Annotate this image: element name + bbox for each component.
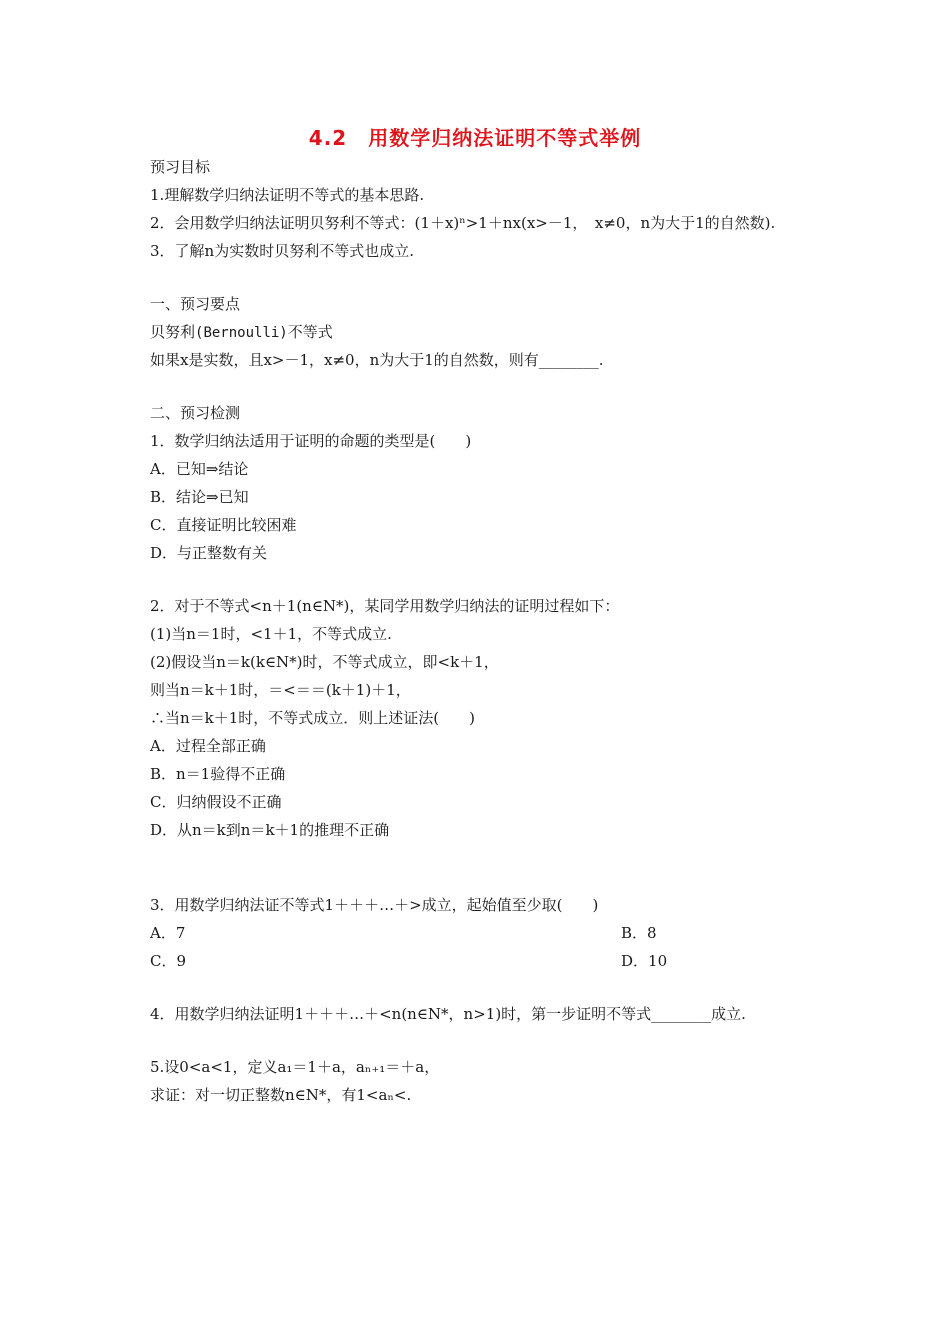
- bernoulli-topic-prefix: 贝努利: [150, 323, 196, 341]
- bernoulli-topic-name: (Bernoulli): [195, 325, 288, 341]
- bernoulli-topic-suffix: 不等式: [287, 323, 333, 341]
- q2-proof-line-1: (1)当n＝1时，<1＋1，不等式成立.: [150, 625, 392, 643]
- bernoulli-statement: 如果x是实数，且x>－1，x≠0，n为大于1的自然数，则有________.: [150, 351, 604, 369]
- preview-goals-heading: 预习目标: [150, 158, 211, 176]
- q3-option-c: C．9: [150, 952, 187, 970]
- q2-option-a: A．过程全部正确: [150, 737, 266, 755]
- goal-item-1: 1.理解数学归纳法证明不等式的基本思路.: [150, 186, 425, 204]
- q2-proof-line-3: 则当n＝k＋1时，＝<＝＝(k＋1)＋1，: [150, 681, 411, 699]
- section1-heading: 一、预习要点: [150, 295, 241, 313]
- page-title: 4.2 用数学归纳法证明不等式举例: [308, 126, 642, 150]
- q5-line-1: 5.设0<a<1，定义a₁＝1＋a，aₙ₊₁＝＋a，: [150, 1058, 440, 1076]
- q2-proof-line-4: ∴当n＝k＋1时，不等式成立．则上述证法( ): [150, 709, 475, 727]
- q3-stem: 3．用数学归纳法证不等式1＋＋＋…＋>成立，起始值至少取( ): [150, 896, 599, 914]
- q3-option-a: A．7: [150, 924, 186, 942]
- q1-stem: 1．数学归纳法适用于证明的命题的类型是( ): [150, 432, 472, 450]
- section2-heading: 二、预习检测: [150, 404, 241, 422]
- q2-option-d: D．从n＝k到n＝k＋1的推理不正确: [150, 821, 390, 839]
- q2-stem: 2．对于不等式<n＋1(n∈N*)，某同学用数学归纳法的证明过程如下：: [150, 597, 620, 615]
- q1-option-c: C．直接证明比较困难: [150, 516, 297, 534]
- goal-item-2: 2．会用数学归纳法证明贝努利不等式：(1＋x)ⁿ>1＋nx(x>－1， x≠0，n为大于1的自然数).: [150, 214, 776, 232]
- q4-stem: 4．用数学归纳法证明1＋＋＋…＋<n(n∈N*，n>1)时，第一步证明不等式________成立.: [150, 1005, 746, 1023]
- q3-option-d: D．10: [621, 952, 668, 970]
- q5-line-2: 求证：对一切正整数n∈N*，有1<aₙ<.: [150, 1086, 412, 1104]
- goal-item-3: 3．了解n为实数时贝努利不等式也成立.: [150, 242, 414, 260]
- q1-option-d: D．与正整数有关: [150, 544, 268, 562]
- q2-proof-line-2: (2)假设当n＝k(k∈N*)时，不等式成立，即<k＋1，: [150, 653, 499, 671]
- q2-option-c: C．归纳假设不正确: [150, 793, 282, 811]
- q2-option-b: B．n＝1验得不正确: [150, 765, 286, 783]
- q3-option-b: B．8: [621, 924, 657, 942]
- bernoulli-topic: [150, 322, 333, 343]
- q1-option-b: B．结论⇒已知: [150, 488, 249, 506]
- q1-option-a: A．已知⇒结论: [150, 460, 249, 478]
